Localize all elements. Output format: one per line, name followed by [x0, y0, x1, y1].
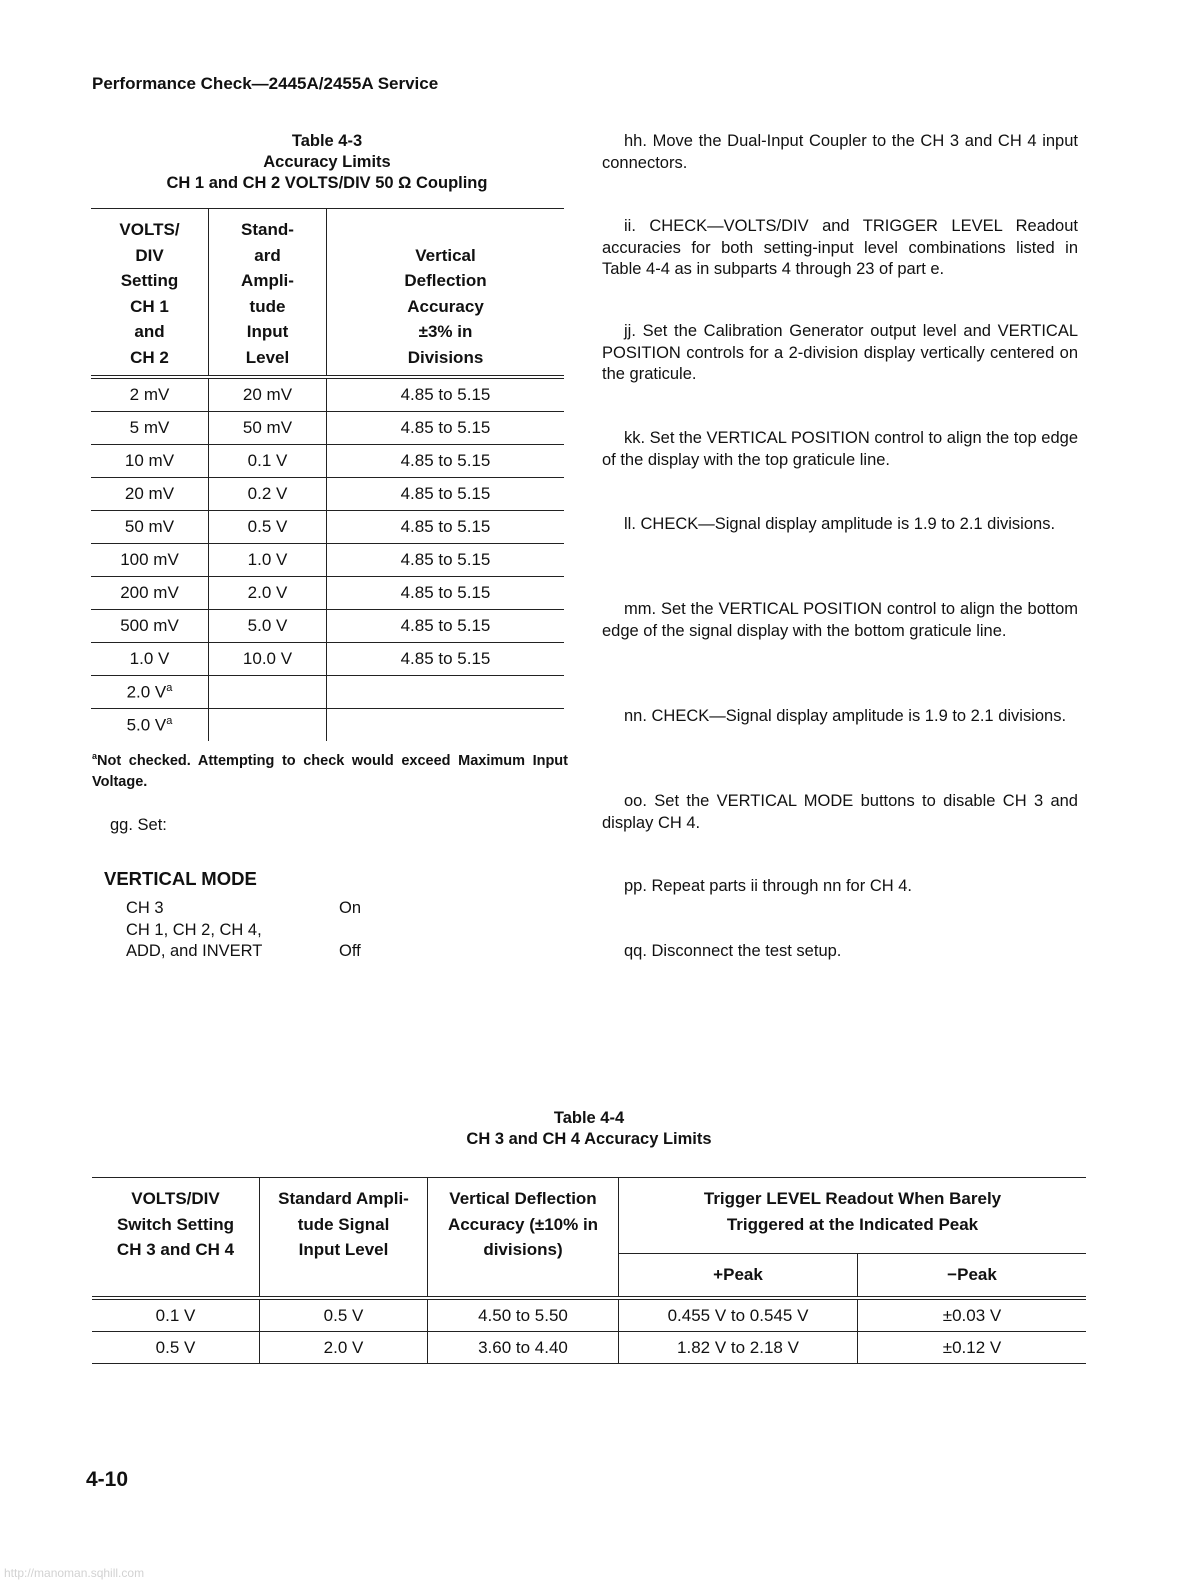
- t44-header-minus-peak: −Peak: [858, 1254, 1087, 1299]
- table-row: 200 mV 2.0 V 4.85 to 5.15: [91, 577, 564, 610]
- table-row: 20 mV 0.2 V 4.85 to 5.15: [91, 478, 564, 511]
- t43-header-volts-div: VOLTS/ DIV Setting CH 1 and CH 2: [119, 220, 180, 367]
- running-header: Performance Check—2445A/2455A Service: [92, 74, 439, 93]
- step-ll: ll. CHECK—Signal display amplitude is 1.9 to 2.1 divisions.: [624, 515, 1056, 533]
- t44-header-accuracy: Vertical Deflection Accuracy (±10% in divisions): [428, 1178, 619, 1299]
- table-4-3-footnote: $^a$Not checked. Attempting to check would exceed Maximum Input Voltage.: [92, 751, 568, 790]
- page-number: 4-10: [86, 1468, 129, 1491]
- table-4-4: [92, 1177, 1086, 1364]
- table-row: 10 mV 0.1 V 4.85 to 5.15: [91, 445, 564, 478]
- table-row: 2 mV 20 mV 4.85 to 5.15: [91, 377, 564, 412]
- table-row: 0.1 V 0.5 V 4.50 to 5.50 0.455 V to 0.545 V ±0.03 V: [92, 1298, 1086, 1332]
- table-row: 500 mV 5.0 V 4.85 to 5.15: [91, 610, 564, 643]
- vertical-mode-title: VERTICAL MODE: [104, 868, 257, 889]
- t44-header-plus-peak: +Peak: [619, 1254, 858, 1299]
- watermark-url: http://manoman.sqhill.com: [4, 1566, 145, 1580]
- t44-header-input-level: Standard Ampli- tude Signal Input Level: [260, 1178, 428, 1299]
- table-4-3-subtitle: CH 1 and CH 2 VOLTS/DIV 50 Ω Coupling: [166, 174, 488, 192]
- table-4-3-number: Table 4-3: [291, 132, 363, 150]
- step-qq: qq. Disconnect the test setup.: [624, 942, 842, 960]
- step-pp: pp. Repeat parts ii through nn for CH 4.: [624, 877, 912, 895]
- step-hh: hh. Move the Dual-Input Coupler to the CH 3 and CH 4 input connectors.: [602, 132, 1078, 172]
- table-4-4-title: CH 3 and CH 4 Accuracy Limits: [466, 1130, 712, 1148]
- table-row: 100 mV 1.0 V 4.85 to 5.15: [91, 544, 564, 577]
- table-row: 0.5 V 2.0 V 3.60 to 4.40 1.82 V to 2.18 V ±0.12 V: [92, 1332, 1086, 1364]
- step-nn: nn. CHECK—Signal display amplitude is 1.9 to 2.1 divisions.: [624, 707, 1067, 725]
- step-gg: gg. Set:: [110, 816, 167, 834]
- t43-header-accuracy: Vertical Deflection Accuracy ±3% in Divisions: [327, 209, 565, 378]
- t43-header-input-level: Stand- ard Ampli- tude Input Level: [209, 209, 327, 378]
- table-row: 2.0 $V^a$: [91, 676, 564, 709]
- step-jj: jj. Set the Calibration Generator output level and VERTICAL POSITION controls for a 2-division display vertically centered on the graticule.: [602, 322, 1078, 383]
- step-kk: kk. Set the VERTICAL POSITION control to align the top edge of the display with the top graticule line.: [602, 429, 1078, 469]
- step-oo: oo. Set the VERTICAL MODE buttons to disable CH 3 and display CH 4.: [602, 792, 1078, 832]
- table-4-4-caption: [389, 1108, 789, 1150]
- table-row: 5.0 $V^a$: [91, 709, 564, 742]
- t44-header-trigger-readout: Trigger LEVEL Readout When Barely Triggered at the Indicated Peak: [619, 1178, 1087, 1254]
- table-4-3: [91, 208, 564, 741]
- step-ii: ii. CHECK—VOLTS/DIV and TRIGGER LEVEL Readout accuracies for both setting-input level combinations listed in Table 4-4 as in subparts 4 through 23 of part e.: [602, 217, 1078, 278]
- table-4-3-caption: [130, 131, 524, 194]
- table-4-3-title: Accuracy Limits: [263, 153, 391, 171]
- table-row: 5 mV 50 mV 4.85 to 5.15: [91, 412, 564, 445]
- table-row: 50 mV 0.5 V 4.85 to 5.15: [91, 511, 564, 544]
- step-mm: mm. Set the VERTICAL POSITION control to align the bottom edge of the signal display with the bottom graticule line.: [602, 600, 1078, 640]
- table-4-4-number: Table 4-4: [553, 1109, 625, 1127]
- t44-header-volts-div: VOLTS/DIV Switch Setting CH 3 and CH 4: [116, 1189, 235, 1259]
- table-row: 1.0 V 10.0 V 4.85 to 5.15: [91, 643, 564, 676]
